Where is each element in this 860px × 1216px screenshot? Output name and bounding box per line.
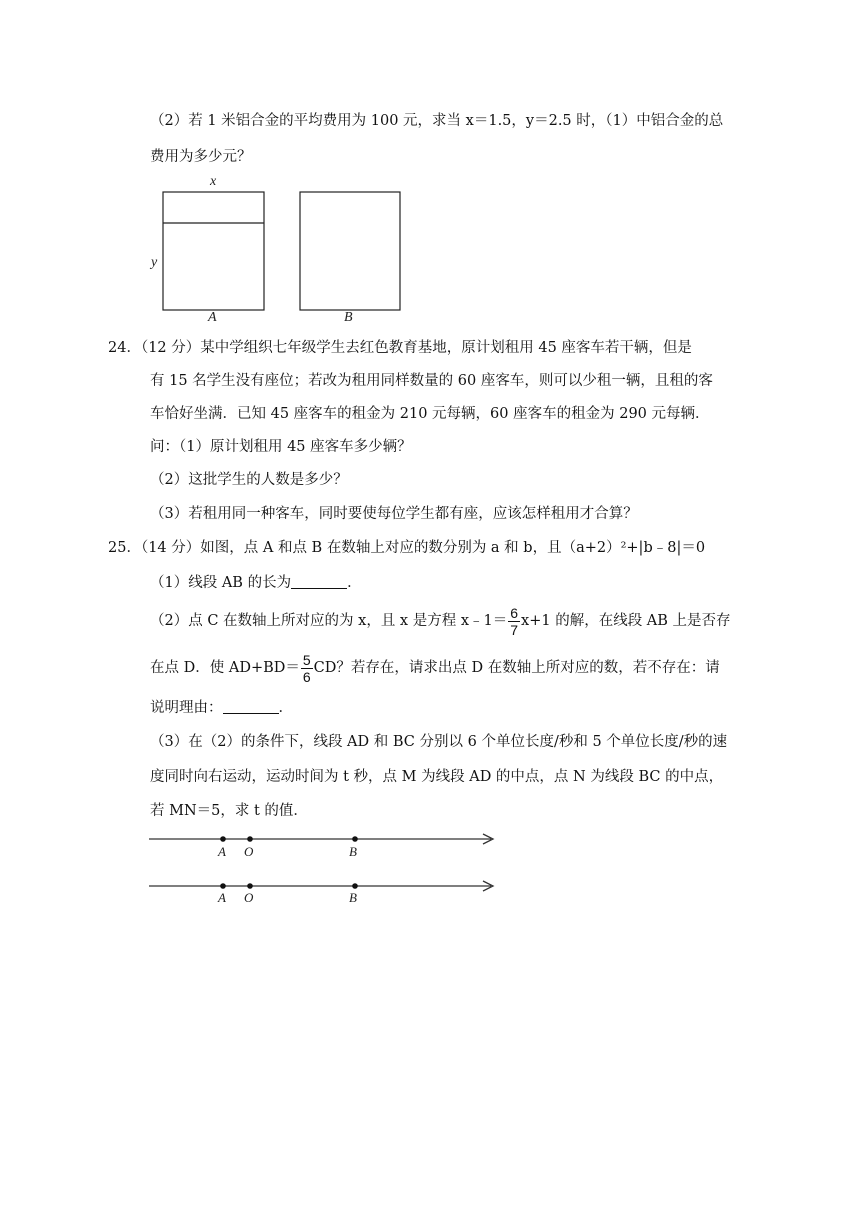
axis2-label-a: A: [218, 890, 226, 905]
point-o-2: [247, 883, 253, 889]
q25-part2-text-c: 在点 D．使 AD+BD＝: [150, 660, 300, 676]
q24-question1: 问：（1）原计划租用 45 座客车多少辆？: [150, 439, 412, 455]
axis1-label-b: B: [349, 844, 357, 859]
q25-part1: （1）线段 AB 的长为 ．: [150, 575, 362, 591]
q24-question2: （2）这批学生的人数是多少？: [150, 472, 348, 488]
q25-part2-line2: [150, 649, 720, 687]
q24-line1: 24．（12 分）某中学组织七年级学生去红色教育基地，原计划租用 45 座客车若干辆，但是: [108, 340, 692, 356]
label-a: A: [208, 310, 217, 325]
q23-rectangles-diagram: [146, 172, 416, 328]
answer-blank-2[interactable]: [223, 699, 279, 714]
q24-line3: 车恰好坐满．已知 45 座客车的租金为 210 元每辆，60 座客车的租金为 290 元每辆．: [150, 406, 710, 422]
q25-line1: 25．（14 分）如图，点 A 和点 B 在数轴上对应的数分别为 a 和 b，且（a+2）²+|b﹣8|＝0: [108, 540, 706, 556]
label-x: x: [210, 174, 217, 189]
point-o-1: [247, 836, 253, 842]
q25-part3-line2: 度同时向右运动，运动时间为 t 秒，点 M 为线段 AD 的中点，点 N 为线段 BC 的中点，: [150, 769, 724, 785]
q25-part2-line1: [150, 602, 731, 640]
axis2-label-b: B: [349, 890, 357, 905]
q23-figure: [146, 172, 416, 328]
number-lines-diagram: [146, 826, 502, 906]
number-line-2: [149, 881, 493, 891]
axis1-label-o: O: [244, 844, 254, 859]
answer-blank-1[interactable]: [291, 574, 347, 589]
q24-question3: （3）若租用同一种客车，同时要使每位学生都有座，应该怎样租用才合算？: [150, 506, 638, 522]
number-line-figure: [146, 826, 502, 906]
point-b-2: [352, 883, 358, 889]
q25-part2-line3: 说明理由： ．: [150, 700, 293, 716]
q24-line2: 有 15 名学生没有座位；若改为租用同样数量的 60 座客车，则可以少租一辆，且租的客: [150, 373, 713, 389]
axis1-label-a: A: [218, 844, 226, 859]
fraction-five-sixths: $\frac{5}{6}$: [302, 651, 311, 685]
axis2-label-o: O: [244, 890, 254, 905]
q25-part2-text-d: CD？若存在，请求出点 D 在数轴上所对应的数，若不存在：请: [313, 660, 720, 676]
number-line-1: [149, 834, 493, 844]
rectangle-b: [300, 192, 400, 310]
q25-part1-text: （1）线段 AB 的长为: [150, 575, 292, 591]
label-b: B: [344, 310, 353, 325]
point-a-1: [220, 836, 226, 842]
q23-part2-line1: （2）若 1 米铝合金的平均费用为 100 元，求当 x＝1.5，y＝2.5 时，（1）中铝合金的总: [150, 113, 724, 129]
q25-part2-text-a: （2）点 C 在数轴上所对应的为 x，且 x 是方程 x﹣1＝: [150, 613, 508, 629]
label-y: y: [151, 255, 158, 270]
q25-part2-text-e: 说明理由：: [150, 700, 223, 716]
point-a-2: [220, 883, 226, 889]
q25-part3-line3: 若 MN＝5，求 t 的值．: [150, 803, 308, 819]
q23-part2-line2: 费用为多少元？: [150, 149, 252, 165]
q25-part3-line1: （3）在（2）的条件下，线段 AD 和 BC 分别以 6 个单位长度/秒和 5 个单位长度/秒的速: [150, 734, 728, 750]
rectangle-a: [163, 192, 264, 310]
fraction-six-sevenths: $\frac{6}{7}$: [510, 604, 519, 638]
point-b-1: [352, 836, 358, 842]
q25-part2-text-b: x+1 的解，在线段 AB 上是否存: [521, 613, 731, 629]
